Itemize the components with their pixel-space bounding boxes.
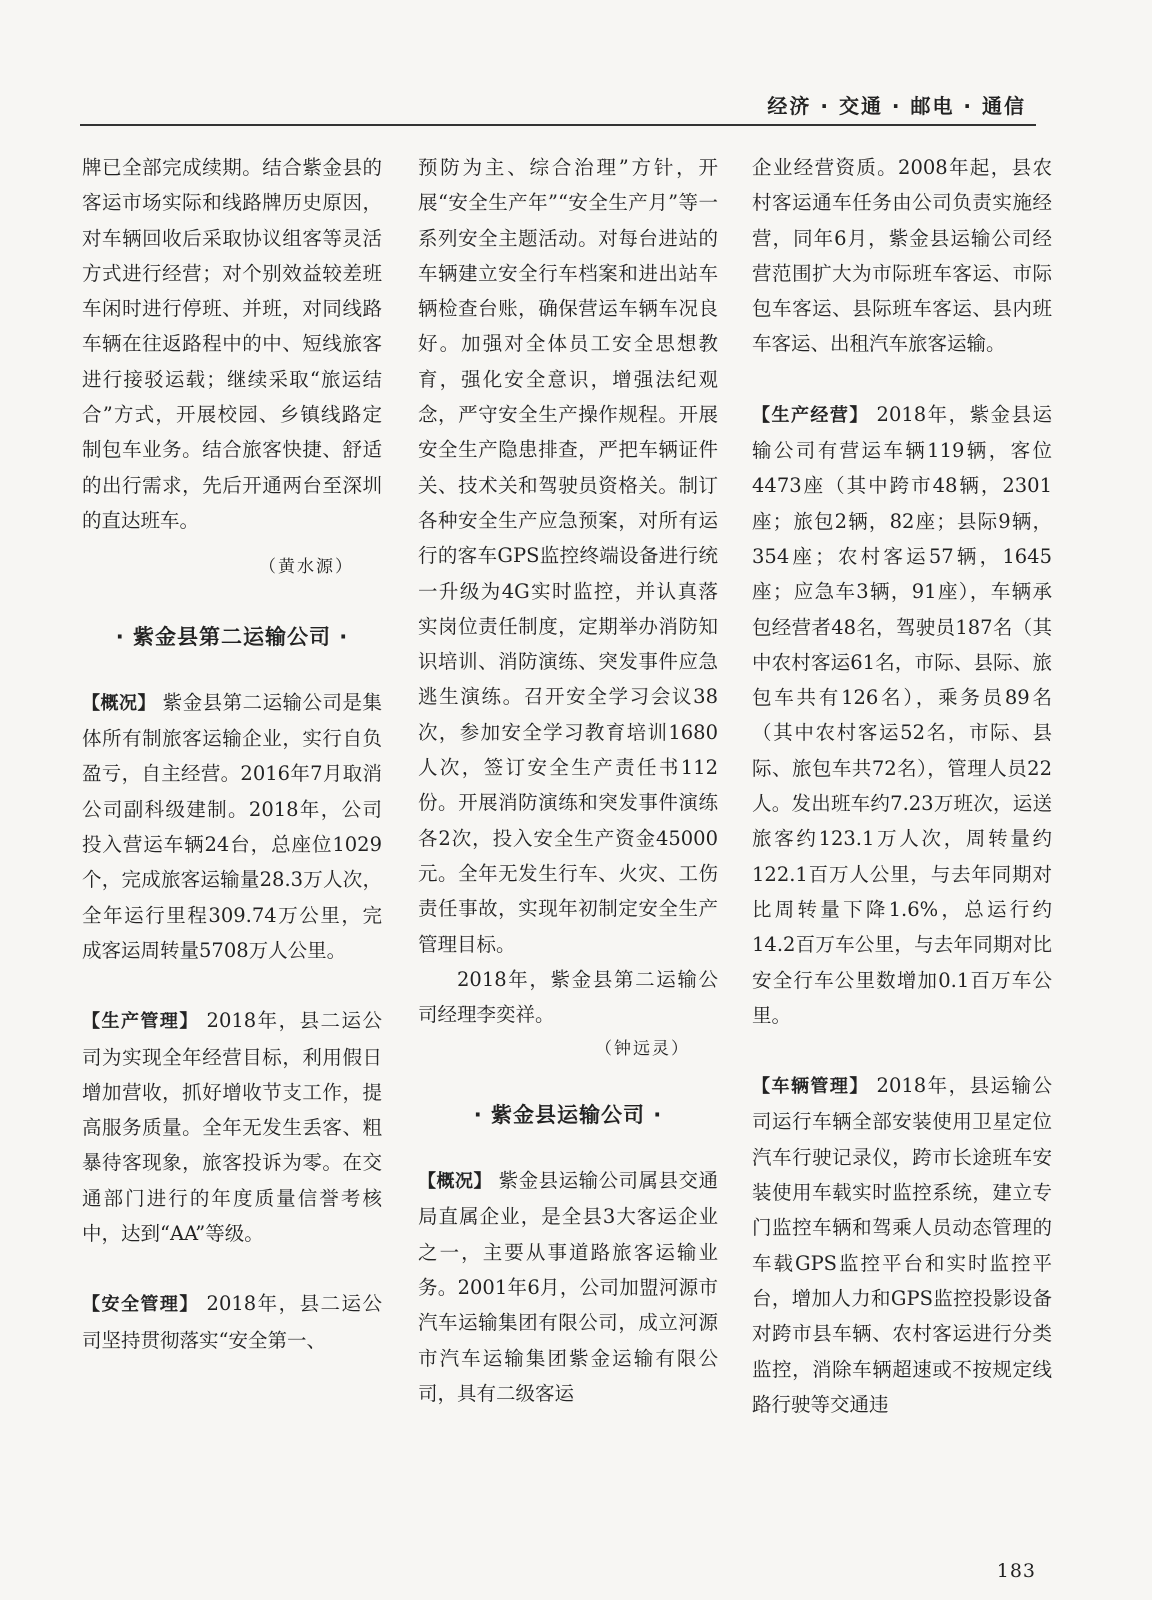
page-number: 183 bbox=[996, 1560, 1036, 1582]
paragraph-text: 紫金县运输公司属县交通局直属企业，是全县3大客运企业之一，主要从事道路旅客运输业务。2001年6月，公司加盟河源市汽车运输集团有限公司，成立河源市汽车运输集团紫金运输有限公司，具有二级客运 bbox=[418, 1169, 718, 1405]
paragraph: 2018年，紫金县第二运输公司经理李奕祥。 bbox=[418, 967, 718, 1027]
section-title: · 紫金县第二运输公司 · bbox=[115, 624, 349, 649]
subsection-tag: 【生产经营】 bbox=[752, 404, 869, 426]
header-title: 经济 · 交通 · 邮电 · 通信 bbox=[767, 94, 1026, 118]
paragraph-text: 2018年，县运输公司运行车辆全部安装使用卫星定位汽车行驶记录仪，跨市长途班车安装使用车载实时监控系统，建立专门监控车辆和驾乘人员动态管理的车载GPS监控平台和实时监控平台，增加人力和GPS监控投影设备对跨市县车辆、农村客运进行分类监控，消除车辆超速或不按规定线路行驶等交通违 bbox=[752, 1074, 1052, 1416]
column-3 bbox=[752, 150, 1052, 1422]
paragraph: 企业经营资质。2008年起，县农村客运通车任务由公司负责实施经营，同年6月，紫金县运输公司经营范围扩大为市际班车客运、市际包车客运、县际班车客运、县内班车客运、出租汽车旅客运输。 bbox=[752, 156, 1052, 356]
subsection-tag: 【概况】 bbox=[82, 692, 156, 714]
paragraph bbox=[752, 1068, 1052, 1422]
running-header bbox=[80, 84, 1036, 126]
paragraph bbox=[82, 1003, 382, 1251]
column-2 bbox=[418, 150, 718, 1411]
subsection-tag: 【概况】 bbox=[418, 1171, 492, 1193]
paragraph-text: 2018年，县二运公司为实现全年经营目标，利用假日增加营收，抓好增收节支工作，提高服务质量。全年无发生丢客、粗暴待客现象，旅客投诉为零。在交通部门进行的年度质量信誉考核中，达到“AA”等级。 bbox=[82, 1009, 382, 1246]
paragraph-text: 2018年，县二运公司坚持贯彻落实“安全第一、 bbox=[82, 1292, 382, 1352]
subsection-tag: 【安全管理】 bbox=[82, 1294, 199, 1316]
subsection-tag: 【车辆管理】 bbox=[752, 1076, 869, 1098]
paragraph bbox=[82, 685, 382, 968]
paragraph bbox=[752, 397, 1052, 1033]
paragraph bbox=[82, 1286, 382, 1358]
author-credit: （钟远灵） bbox=[595, 1039, 690, 1060]
subsection-tag: 【生产管理】 bbox=[82, 1011, 199, 1033]
paragraph-text: 2018年，紫金县运输公司有营运车辆119辆，客位4473座（其中跨市48辆，2301座；旅包2辆，82座；县际9辆，354座；农村客运57辆，1645座；应急车3辆，91座），车辆承包经营者48名，驾驶员187名（其中农村客运61名，市际、县际、旅包车共有126名），乘务员89名（其中农村客运52名，市际、县际、旅包车共72名），管理人员22人。发出班车约7.23万班次，运送旅客约123.1万人次，周转量约122.1百万人公里，与去年同期对比周转量下降1.6%，总运行约14.2百万车公里，与去年同期对比安全行车公里数增加0.1百万车公里。 bbox=[752, 402, 1052, 1027]
section-title: · 紫金县运输公司 · bbox=[473, 1102, 663, 1127]
paragraph bbox=[418, 1163, 718, 1411]
author-credit: （黄水源） bbox=[259, 557, 354, 578]
paragraph: 预防为主、综合治理”方针，开展“安全生产年”“安全生产月”等一系列安全主题活动。对每台进站的车辆建立安全行车档案和进出站车辆检查台账，确保营运车辆车况良好。加强对全体员工安全思想教育，强化安全意识，增强法纪观念，严守安全生产操作规程。开展安全生产隐患排查，严把车辆证件关、技术关和驾驶员资格关。制订各种安全生产应急预案，对所有运行的客车GPS监控终端设备进行统一升级为4G实时监控，并认真落实岗位责任制度，定期举办消防知识培训、消防演练、突发事件应急逃生演练。召开安全学习会议38次，参加安全学习教育培训1680人次，签订安全生产责任书112份。开展消防演练和突发事件演练各2次，投入安全生产资金45000元。全年无发生行车、火灾、工伤责任事故，实现年初制定安全生产管理目标。 bbox=[418, 156, 718, 956]
column-1 bbox=[82, 150, 382, 1358]
paragraph-text: 紫金县第二运输公司是集体所有制旅客运输企业，实行自负盈亏，自主经营。2016年7月取消公司副科级建制。2018年，公司投入营运车辆24台，总座位1029个，完成旅客运输量28.3万人次，全年运行里程309.74万公里，完成客运周转量5708万人公里。 bbox=[82, 690, 382, 962]
paragraph: 牌已全部完成续期。结合紫金县的客运市场实际和线路牌历史原因，对车辆回收后采取协议组客等灵活方式进行经营；对个别效益较差班车闲时进行停班、并班，对同线路车辆在往返路程中的中、短线旅客进行接驳运载；继续采取“旅运结合”方式，开展校园、乡镇线路定制包车业务。结合旅客快捷、舒适的出行需求，先后开通两台至深圳的直达班车。 bbox=[82, 156, 382, 532]
